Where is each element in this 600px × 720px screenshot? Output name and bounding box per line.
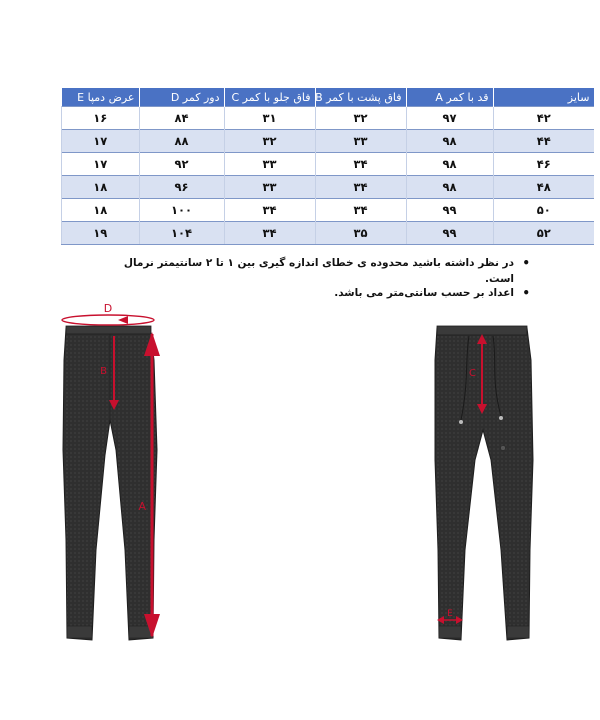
- table-row: [62, 153, 595, 176]
- table-cell: ۹۲: [139, 153, 224, 176]
- table-cell: ۳۳: [315, 130, 406, 153]
- drawstring-tip-left: [459, 420, 463, 424]
- header-waist: دور کمر D: [139, 88, 224, 107]
- header-hem-width: عرض دمپا E: [62, 88, 140, 107]
- table-cell: ۹۹: [406, 199, 493, 222]
- bullet-icon: •: [522, 286, 530, 300]
- table-cell: ۱۶: [62, 107, 140, 130]
- table-cell: ۴۸: [493, 176, 594, 199]
- waistband: [437, 326, 527, 335]
- trousers-back-view: [50, 300, 180, 645]
- table-cell: ۹۸: [406, 176, 493, 199]
- table-cell: ۵۰: [493, 199, 594, 222]
- table-cell: ۸۸: [139, 130, 224, 153]
- label-a: A: [138, 500, 146, 513]
- label-b: B: [100, 366, 107, 377]
- label-d: D: [103, 302, 113, 315]
- table-cell: ۳۴: [315, 153, 406, 176]
- table-cell: ۴۶: [493, 153, 594, 176]
- trousers-front-view: [425, 320, 545, 645]
- cuff-left: [439, 626, 461, 638]
- note-text: اعداد بر حسب سانتی‌متر می باشد.: [334, 287, 514, 299]
- cuff-right: [507, 626, 529, 638]
- table-cell: ۳۲: [315, 107, 406, 130]
- table-cell: ۱۹: [62, 222, 140, 245]
- table-cell: ۳۳: [224, 153, 315, 176]
- table-cell: ۳۵: [315, 222, 406, 245]
- waist-arrow-icon: [118, 316, 128, 324]
- table-cell: ۳۱: [224, 107, 315, 130]
- header-length: قد با کمر A: [406, 88, 493, 107]
- table-cell: ۳۲: [224, 130, 315, 153]
- table-cell: ۱۸: [62, 199, 140, 222]
- label-c: C: [469, 368, 476, 379]
- table-cell: ۱۷: [62, 130, 140, 153]
- table-cell: ۳۴: [224, 222, 315, 245]
- note-item: [100, 255, 530, 285]
- table-cell: ۹۶: [139, 176, 224, 199]
- cuff-left: [67, 626, 92, 638]
- drawstring-tip-right: [499, 416, 503, 420]
- waistband: [66, 326, 151, 334]
- bullet-icon: •: [522, 256, 530, 270]
- button: [501, 446, 506, 451]
- trousers-silhouette: [435, 328, 533, 640]
- table-cell: ۹۸: [406, 153, 493, 176]
- table-cell: ۹۷: [406, 107, 493, 130]
- table-row: [62, 222, 595, 245]
- table-cell: ۳۴: [315, 199, 406, 222]
- size-chart-table: [61, 88, 595, 245]
- table-cell: ۳۴: [224, 199, 315, 222]
- table-cell: ۹۹: [406, 222, 493, 245]
- table-header-row: [62, 88, 595, 107]
- note-text: در نظر داشته باشید محدوده ی خطای اندازه گیری بین ۱ تا ۲ سانتیمتر نرمال است.: [123, 257, 514, 285]
- table-cell: ۴۴: [493, 130, 594, 153]
- waist-measure-loop: [62, 315, 154, 325]
- table-cell: ۱۰۴: [139, 222, 224, 245]
- table-row: [62, 199, 595, 222]
- header-front-rise: فاق جلو با کمر C: [224, 88, 315, 107]
- header-back-rise: فاق پشت با کمر B: [315, 88, 406, 107]
- table-cell: ۱۷: [62, 153, 140, 176]
- table-cell: ۴۲: [493, 107, 594, 130]
- table-cell: ۸۴: [139, 107, 224, 130]
- table-cell: ۹۸: [406, 130, 493, 153]
- table-row: [62, 176, 595, 199]
- table-row: [62, 130, 595, 153]
- table-cell: ۳۳: [224, 176, 315, 199]
- table-cell: ۱۸: [62, 176, 140, 199]
- table-cell: ۱۰۰: [139, 199, 224, 222]
- table-cell: ۳۴: [315, 176, 406, 199]
- header-size: سایز: [493, 88, 594, 107]
- label-e: E: [447, 609, 453, 619]
- table-row: [62, 107, 595, 130]
- note-item: [100, 285, 530, 301]
- table-cell: ۵۲: [493, 222, 594, 245]
